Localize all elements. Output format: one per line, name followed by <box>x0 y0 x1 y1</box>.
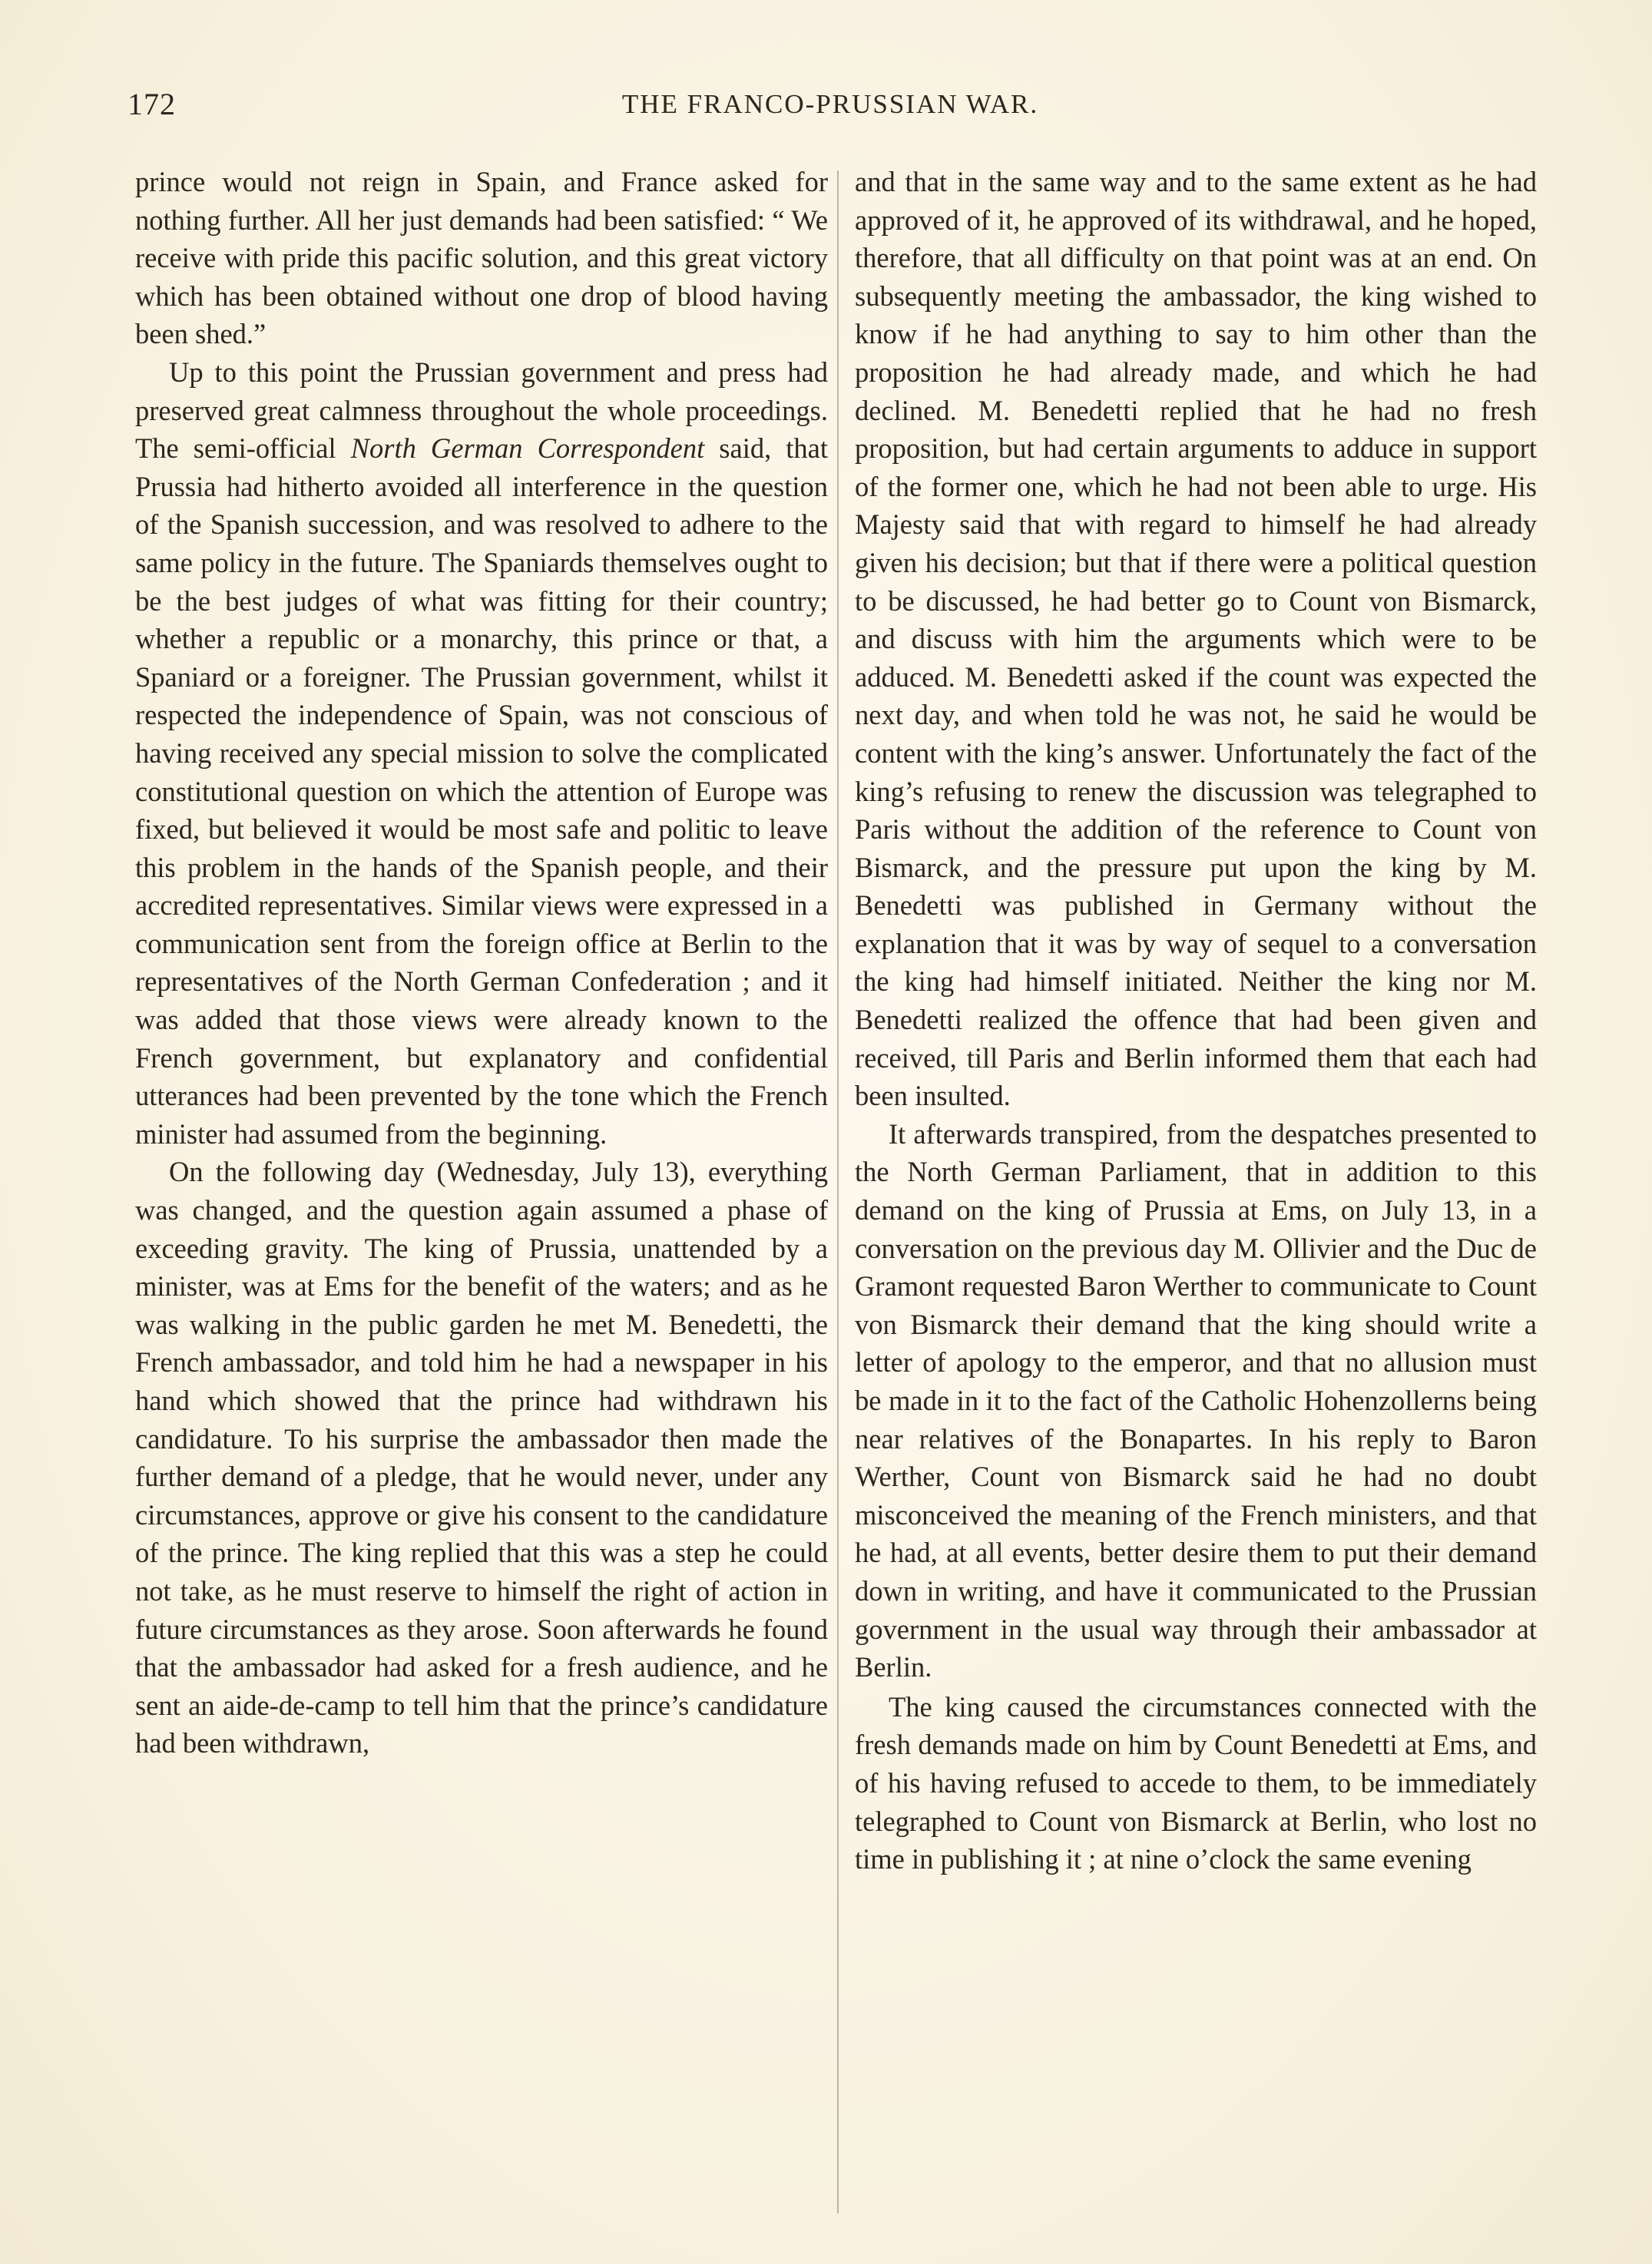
column-divider <box>837 170 839 2213</box>
left-column <box>135 163 828 1763</box>
right-column <box>855 163 1537 1878</box>
left-paragraph-1: prince would not reign in Spain, and France asked for nothing further. All her just demands had been satisfied: “ We receive with pride this pacific solution, and this great victory which has been obtained without one drop of blood having been shed.” <box>135 166 828 350</box>
right-paragraph-1: and that in the same way and to the same extent as he had approved of it, he approved of its withdrawal, and he hoped, therefore, that all difficulty on that point was at an end. On subsequently meeting the ambassador, the king wished to know if he had anything to say to him other than the proposition he had already made, and which he had declined. M. Benedetti replied that he had no fresh proposition, but had certain arguments to adduce in support of the former one, which he had not been able to urge. His Majesty said that with regard to himself he had already given his decision; but that if there were a political question to be discussed, he had better go to Count von Bismarck, and discuss with him the arguments which were to be adduced. M. Benedetti asked if the count was expected the next day, and when told he was not, he said he would be content with the king’s answer. Unfortunately the fact of the king’s refusing to renew the discussion was telegraphed to Paris without the addition of the reference to Count von Bismarck, and the pressure put upon the king by M. Benedetti was published in Germany without the explanation that it was by way of sequel to a conversation the king had himself initiated. Neither the king nor M. Benedetti realized the offence that had been given and received, till Paris and Berlin informed them that each had been insulted. <box>855 166 1537 1112</box>
left-paragraph-2-end: said, that Prussia had hitherto avoided all interference in the question of the Spanish succession, and was resolved to adhere to the same policy in the future. The Spaniards themselves ought to be the best judges of what was fitting for their country; whether a republic or a monarchy, this prince or that, a Spaniard or a foreigner. The Prussian government, whilst it respected the independence of Spain, was not conscious of having received any special mission to solve the complicated constitutional question on which the attention of Europe was fixed, but believed it would be most safe and politic to leave this problem in the hands of the Spanish people, and their accredited representatives. Similar views were expressed in a communication sent from the foreign office at Berlin to the representatives of the North German Confederation ; and it was added that those views were already known to the French government, but explanatory and confidential utterances had been prevented by the tone which the French minister had assumed from the beginning. <box>135 432 829 1150</box>
right-paragraph-2: It afterwards transpired, from the despatches presented to the North German Parliament, that in addition to this demand on the king of Prussia at Ems, on July 13, in a conversation on the previous day M. Ollivier and the Duc de Gramont requested Baron Werther to communicate to Count von Bismarck their demand that the king should write a letter of apology to the emperor, and that no allusion must be made in it to the fact of the Catholic Hohenzollerns being near relatives of the Bonapartes. In his reply to Baron Werther, Count von Bismarck said he had no doubt misconceived the meaning of the French ministers, and that he had, at all events, better desire them to put their demand down in writing, and have it communicated to the Prussian government in the usual way through their ambassador at Berlin. <box>855 1117 1537 1683</box>
running-head <box>127 86 1533 132</box>
left-paragraph-2-start: Up to this point the Prussian government and press had preserved great calmness throughout the whole proceedings. The semi-official <box>135 356 828 465</box>
running-title: THE FRANCO-PRUSSIAN WAR. <box>621 89 1039 119</box>
page-number: 172 <box>127 87 176 121</box>
left-paragraph-2 <box>135 353 828 1153</box>
right-paragraph-3: The king caused the circumstances connected with the fresh demands made on him by Count Benedetti at Ems, and of his having refused to accede to them, to be immediately telegraphed to Count von Bismarck at Berlin, who lost no time in publishing it ; at nine o’clock the same evening <box>855 1690 1537 1875</box>
newspaper-title: North German Correspondent <box>350 432 705 465</box>
left-paragraph-3: On the following day (Wednesday, July 13), everything was changed, and the question again assumed a phase of exceeding gravity. The king of Prussia, unattended by a minister, was at Ems for the benefit of the waters; and as he was walking in the public garden he met M. Benedetti, the French ambassador, and told him he had a newspaper in his hand which showed that the prince had withdrawn his candidature. To his surprise the ambassador then made the further demand of a pledge, that he would never, under any circumstances, approve or give his consent to the candidature of the prince. The king replied that this was a step he could not take, as he must reserve to himself the right of action in future circumstances as they arose. Soon afterwards he found that the ambassador had asked for a fresh audience, and he sent an aide-de-camp to tell him that the prince’s candidature had been withdrawn, <box>135 1156 828 1759</box>
